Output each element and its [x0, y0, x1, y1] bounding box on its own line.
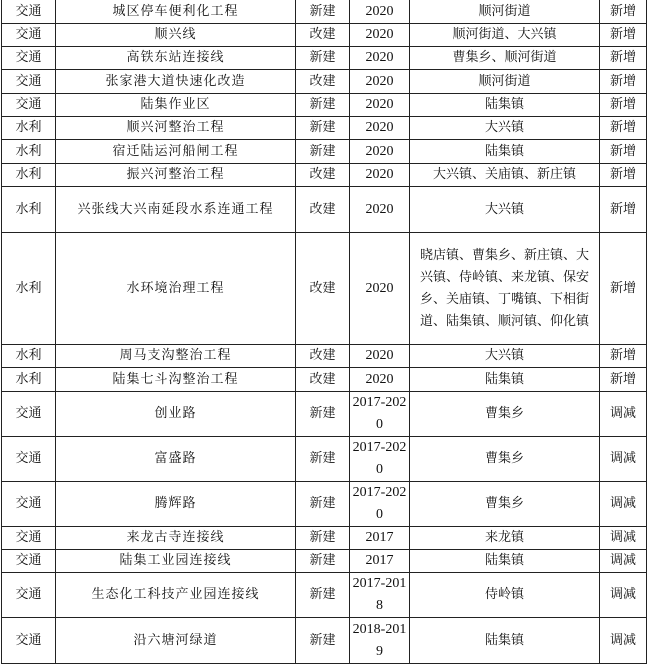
year-cell: 2017-2018: [350, 573, 410, 618]
status-cell: 新增: [600, 70, 647, 94]
table-row: [2, 527, 647, 550]
table-row: [2, 368, 647, 392]
project-name-cell: 陆集工业园连接线: [56, 550, 296, 573]
year-cell: 2017-2020: [350, 437, 410, 482]
location-cell: 顺河街道、大兴镇: [410, 24, 600, 47]
project-name-cell: 兴张线大兴南延段水系连通工程: [56, 187, 296, 233]
table-row: [2, 573, 647, 618]
year-cell: 2020: [350, 345, 410, 368]
year-cell: 2020: [350, 164, 410, 187]
status-cell: 调减: [600, 527, 647, 550]
project-name-cell: 宿迁陆运河船闸工程: [56, 140, 296, 164]
construction-type-cell: 新建: [296, 94, 350, 117]
year-cell: 2018-2019: [350, 618, 410, 664]
construction-type-cell: 新建: [296, 140, 350, 164]
status-cell: 调减: [600, 482, 647, 527]
construction-type-cell: 新建: [296, 482, 350, 527]
year-cell: 2017-2020: [350, 482, 410, 527]
project-name-cell: 顺兴线: [56, 24, 296, 47]
category-cell: 水利: [2, 368, 56, 392]
table-row: [2, 345, 647, 368]
status-cell: 新增: [600, 117, 647, 140]
location-cell: 曹集乡: [410, 482, 600, 527]
construction-type-cell: 改建: [296, 233, 350, 345]
status-cell: 新增: [600, 94, 647, 117]
construction-type-cell: 新建: [296, 47, 350, 70]
table-row: [2, 233, 647, 345]
location-cell: 大兴镇: [410, 345, 600, 368]
location-cell: 顺河街道: [410, 70, 600, 94]
location-cell: 陆集镇: [410, 550, 600, 573]
table-row: [2, 164, 647, 187]
location-cell: 陆集镇: [410, 368, 600, 392]
location-cell: 曹集乡、顺河街道: [410, 47, 600, 70]
category-cell: 水利: [2, 164, 56, 187]
status-cell: 新增: [600, 164, 647, 187]
construction-type-cell: 新建: [296, 527, 350, 550]
location-cell: 陆集镇: [410, 618, 600, 664]
category-cell: 交通: [2, 392, 56, 437]
location-cell: 曹集乡: [410, 437, 600, 482]
category-cell: 交通: [2, 527, 56, 550]
status-cell: 新增: [600, 368, 647, 392]
table-row: [2, 392, 647, 437]
location-cell: 侍岭镇: [410, 573, 600, 618]
year-cell: 2020: [350, 94, 410, 117]
construction-type-cell: 新建: [296, 573, 350, 618]
category-cell: 交通: [2, 24, 56, 47]
project-name-cell: 沿六塘河绿道: [56, 618, 296, 664]
status-cell: 新增: [600, 0, 647, 24]
status-cell: 调减: [600, 550, 647, 573]
category-cell: 交通: [2, 70, 56, 94]
year-cell: 2020: [350, 187, 410, 233]
location-cell: 大兴镇: [410, 187, 600, 233]
construction-type-cell: 新建: [296, 550, 350, 573]
table-row: [2, 94, 647, 117]
status-cell: 新增: [600, 345, 647, 368]
table-row: [2, 24, 647, 47]
project-name-cell: 城区停车便利化工程: [56, 0, 296, 24]
location-cell: 顺河街道: [410, 0, 600, 24]
construction-type-cell: 改建: [296, 345, 350, 368]
category-cell: 交通: [2, 550, 56, 573]
category-cell: 交通: [2, 94, 56, 117]
location-cell: 大兴镇、关庙镇、新庄镇: [410, 164, 600, 187]
table-row: [2, 47, 647, 70]
project-name-cell: 振兴河整治工程: [56, 164, 296, 187]
category-cell: 交通: [2, 482, 56, 527]
year-cell: 2017: [350, 527, 410, 550]
project-name-cell: 创业路: [56, 392, 296, 437]
construction-type-cell: 改建: [296, 24, 350, 47]
table-row: [2, 437, 647, 482]
table-row: [2, 482, 647, 527]
construction-type-cell: 新建: [296, 0, 350, 24]
construction-type-cell: 改建: [296, 187, 350, 233]
year-cell: 2020: [350, 0, 410, 24]
table-row: [2, 140, 647, 164]
construction-type-cell: 改建: [296, 368, 350, 392]
year-cell: 2020: [350, 47, 410, 70]
year-cell: 2020: [350, 117, 410, 140]
status-cell: 新增: [600, 187, 647, 233]
location-cell: 曹集乡: [410, 392, 600, 437]
category-cell: 交通: [2, 618, 56, 664]
table-row: [2, 117, 647, 140]
location-cell: 晓店镇、曹集乡、新庄镇、大兴镇、侍岭镇、来龙镇、保安乡、关庙镇、丁嘴镇、下相街道、陆集镇、顺河镇、仰化镇: [410, 233, 600, 345]
category-cell: 交通: [2, 437, 56, 482]
year-cell: 2020: [350, 24, 410, 47]
category-cell: 水利: [2, 140, 56, 164]
project-name-cell: 腾辉路: [56, 482, 296, 527]
status-cell: 调减: [600, 618, 647, 664]
category-cell: 交通: [2, 573, 56, 618]
project-table: [1, 0, 647, 664]
project-name-cell: 来龙古寺连接线: [56, 527, 296, 550]
construction-type-cell: 新建: [296, 618, 350, 664]
construction-type-cell: 新建: [296, 392, 350, 437]
status-cell: 调减: [600, 573, 647, 618]
year-cell: 2017: [350, 550, 410, 573]
project-table-body: [2, 0, 647, 664]
category-cell: 水利: [2, 233, 56, 345]
status-cell: 新增: [600, 233, 647, 345]
project-name-cell: 富盛路: [56, 437, 296, 482]
table-row: [2, 550, 647, 573]
year-cell: 2020: [350, 70, 410, 94]
table-row: [2, 187, 647, 233]
construction-type-cell: 改建: [296, 164, 350, 187]
status-cell: 新增: [600, 140, 647, 164]
status-cell: 调减: [600, 437, 647, 482]
project-name-cell: 张家港大道快速化改造: [56, 70, 296, 94]
location-cell: 大兴镇: [410, 117, 600, 140]
year-cell: 2020: [350, 140, 410, 164]
status-cell: 新增: [600, 47, 647, 70]
year-cell: 2020: [350, 233, 410, 345]
construction-type-cell: 改建: [296, 70, 350, 94]
status-cell: 新增: [600, 24, 647, 47]
project-name-cell: 生态化工科技产业园连接线: [56, 573, 296, 618]
construction-type-cell: 新建: [296, 437, 350, 482]
location-cell: 陆集镇: [410, 140, 600, 164]
project-name-cell: 顺兴河整治工程: [56, 117, 296, 140]
table-row: [2, 0, 647, 24]
category-cell: 交通: [2, 0, 56, 24]
status-cell: 调减: [600, 392, 647, 437]
project-name-cell: 高铁东站连接线: [56, 47, 296, 70]
category-cell: 水利: [2, 187, 56, 233]
table-row: [2, 618, 647, 664]
year-cell: 2017-2020: [350, 392, 410, 437]
category-cell: 水利: [2, 117, 56, 140]
project-name-cell: 水环境治理工程: [56, 233, 296, 345]
project-name-cell: 陆集七斗沟整治工程: [56, 368, 296, 392]
project-name-cell: 陆集作业区: [56, 94, 296, 117]
project-name-cell: 周马支沟整治工程: [56, 345, 296, 368]
category-cell: 交通: [2, 47, 56, 70]
table-row: [2, 70, 647, 94]
category-cell: 水利: [2, 345, 56, 368]
location-cell: 陆集镇: [410, 94, 600, 117]
location-cell: 来龙镇: [410, 527, 600, 550]
construction-type-cell: 新建: [296, 117, 350, 140]
year-cell: 2020: [350, 368, 410, 392]
